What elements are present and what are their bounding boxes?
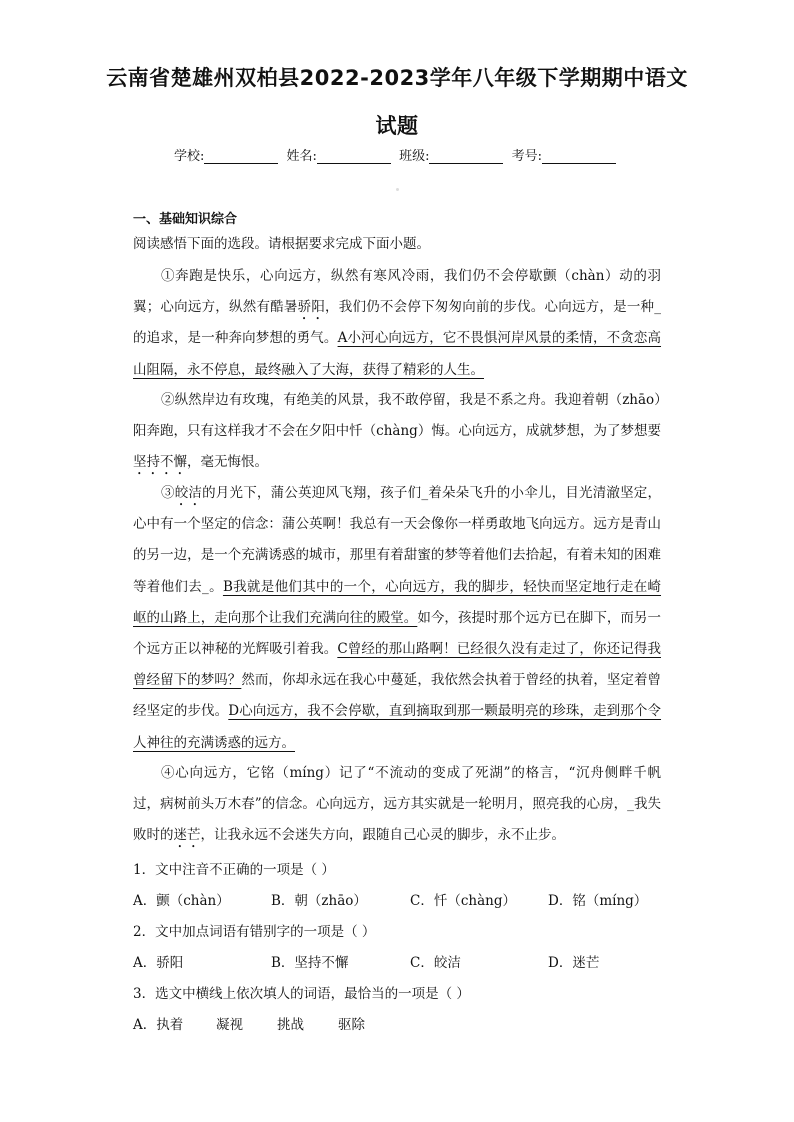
- question-1-option-b[interactable]: B．朝（zhāo）: [271, 893, 367, 909]
- p2-dotted-word: 坚持不懈: [133, 454, 187, 471]
- exam-title-line1: 云南省楚雄州双柏县2022-2023学年八年级下学期期中语文: [106, 66, 688, 90]
- name-label: 姓名:: [286, 149, 317, 164]
- p2-text-b: ，毫无悔恨。: [187, 454, 268, 471]
- question-2-stem: 2．文中加点词语有错别字的一项是（ ）: [133, 924, 376, 940]
- p3-underlined-sentence-c: C曾经的那山路啊！已经很久没有走过了，你还记得我曾经留下的梦吗？: [133, 641, 661, 689]
- p4-text-a: ④心向远方，它铭（míng）记了“不流动的变成了死湖”的格言，“沉舟侧畔千帆过，病树前头万木春”的信念。心向远方，远方其实就是一轮明月，照亮我的心房，_我失败时的: [133, 765, 661, 844]
- p4-dotted-word: 迷芒: [173, 827, 201, 844]
- question-3-option-a-word1[interactable]: A．执着: [133, 1017, 184, 1033]
- class-label: 班级:: [399, 149, 430, 164]
- question-2-option-d[interactable]: D．迷芒: [548, 955, 600, 971]
- exam-title-line2: 试题: [375, 114, 419, 138]
- passage-paragraph-4: [133, 758, 661, 852]
- question-1-option-a[interactable]: A．颤（chàn）: [133, 893, 230, 909]
- question-3-option-a-word3: 挑战: [277, 1017, 304, 1033]
- question-3-option-a-word2: 凝视: [216, 1017, 243, 1033]
- question-1-option-c[interactable]: C．忏（chàng）: [410, 893, 516, 909]
- p1-underlined-sentence-a: A小河心向远方，它不畏惧河岸风景的柔情，不贪恋高山阻隔，永不停息，最终融入了大海，获得了精彩的人生。: [133, 330, 662, 378]
- p3-number: ③: [161, 485, 175, 501]
- decorative-dot: [396, 188, 399, 191]
- student-info-fields: [0, 145, 794, 164]
- p3-underlined-sentence-d: D心向远方，我不会停歇，直到摘取到那一颗最明亮的珍珠，走到那个令人神往的充满诱惑的远方。: [133, 703, 662, 751]
- question-3-option-a-word4: 驱除: [338, 1017, 365, 1033]
- p1-dotted-word: 骄阳: [297, 299, 326, 316]
- p3-text-b: 的月光下，蒲公英迎风飞翔，孩子们_着朵朵飞升的小伞儿，目光清澈坚定，心中有一个坚定的信念：蒲公英啊！我总有一天会像你一样勇敢地飞向远方。远方是青山的另一边，是一个充满诱惑的城市，那里有着甜蜜的梦等着他们去拾起，有着未知的困难等着他们去_。: [133, 485, 662, 595]
- class-blank[interactable]: [429, 149, 503, 164]
- p3-dotted-word: 皎洁: [174, 485, 203, 501]
- school-label: 学校:: [174, 149, 205, 164]
- question-2-option-b[interactable]: B．坚持不懈: [271, 955, 349, 971]
- question-1-option-d[interactable]: D．铭（míng）: [548, 893, 648, 909]
- school-blank[interactable]: [204, 149, 278, 164]
- exam-number-blank[interactable]: [542, 149, 616, 164]
- p3-text-d: 然而，你却永远在我心中蔓延，我依然会执着于曾经的执着，坚定着曾经坚定的步伐。: [133, 672, 662, 720]
- section-title: 一、基础知识综合: [133, 212, 238, 227]
- section-intro: 阅读感悟下面的选段。请根据要求完成下面小题。: [133, 236, 430, 252]
- question-2-option-c[interactable]: C．皎洁: [410, 955, 461, 971]
- question-3-stem: 3．选文中横线上依次填人的词语，最恰当的一项是（ ）: [133, 986, 470, 1002]
- passage-paragraph-1: [133, 261, 661, 386]
- passage-paragraph-2: [133, 385, 661, 479]
- exam-number-label: 考号:: [511, 149, 542, 164]
- p3-underlined-sentence-b: B我就是他们其中的一个，心向远方，我的脚步，轻快而坚定地行走在崎岖的山路上，走向那个让我们充满向往的殿堂。: [133, 578, 662, 626]
- question-2-option-a[interactable]: A．骄阳: [133, 955, 184, 971]
- p2-text-a: ②纵然岸边有玫瑰，有绝美的风景，我不敢停留，我是不系之舟。我迎着朝（zhāo）阳奔跑，只有这样我才不会在夕阳中忏（chàng）悔。心向远方，成就梦想，为了梦想要: [133, 392, 661, 440]
- name-blank[interactable]: [317, 149, 391, 164]
- passage-paragraph-3: [133, 478, 661, 759]
- question-1-stem: 1．文中注音不正确的一项是（ ）: [133, 862, 335, 878]
- p4-text-b: ，让我永远不会迷失方向，跟随自己心灵的脚步，永不止步。: [200, 827, 565, 844]
- p3-text-c: 如今，孩提时那个远方已在脚下，而另一个远方正以神秘的光辉吸引着我。: [133, 609, 661, 658]
- p1-text-b: ，我们仍不会停下匆匆向前的步伐。心向远方，是一种_的追求，是一种奔向梦想的勇气。: [133, 299, 662, 347]
- p1-text-a: ①奔跑是快乐，心向远方，纵然有寒风冷雨，我们仍不会停歇颤（chàn）动的羽翼；心向远方，纵然有酷暑: [133, 268, 661, 316]
